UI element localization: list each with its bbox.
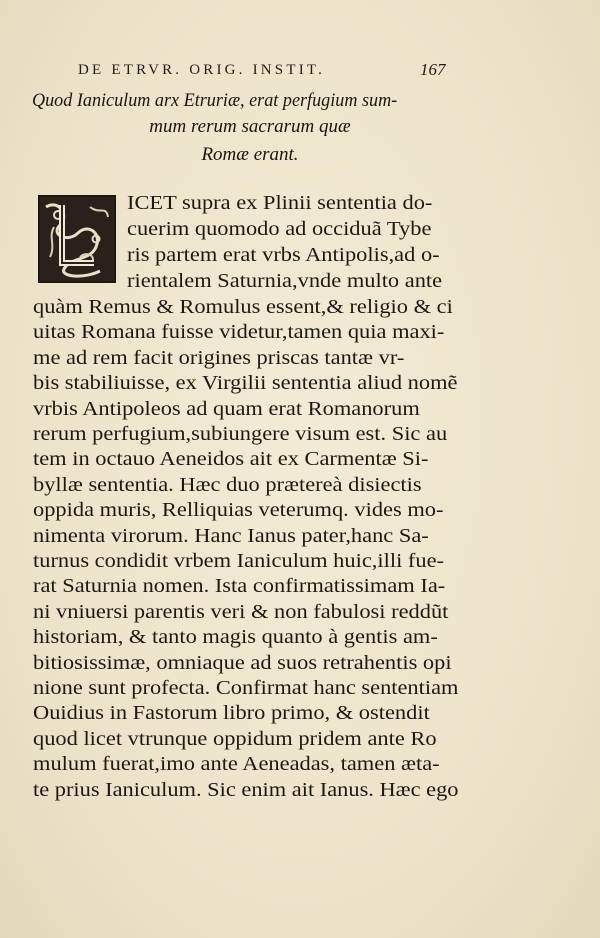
text-line: uitas Romana fuisse videtur,tamen quia maxi- xyxy=(33,322,445,344)
text-line: bitiosissimæ, omniaque ad suos retrahentis opi xyxy=(33,652,452,674)
text-line: ris partem erat vrbs Antipolis,ad o- xyxy=(127,245,440,266)
text-line: historiam, & tanto magis quanto à gentis am- xyxy=(33,627,438,649)
text-line: bis stabiliuisse, ex Virgilii sententia aliud nomẽ xyxy=(33,373,458,395)
text-line: Ouidius in Fastorum libro primo, & ostendit xyxy=(33,703,430,725)
text-line: rerum perfugium,subiungere visum est. Sic au xyxy=(33,424,448,445)
text-line: te prius Ianiculum. Sic enim ait Ianus. Hæc ego xyxy=(33,779,459,801)
text-line: vrbis Antipoleos ad quam erat Romanorum xyxy=(33,398,420,420)
text-line: nimenta virorum. Hanc Ianus pater,hanc Sa- xyxy=(33,525,429,547)
text-line: turnus condidit vrbem Ianiculum huic,illi fue- xyxy=(33,551,445,572)
text-line: ICET supra ex Plinii sententia do- xyxy=(127,193,433,214)
decorated-initial-L xyxy=(38,195,116,283)
text-line: cuerim quomodo ad occiduã Tybe xyxy=(127,219,432,240)
ornamental-initial-icon xyxy=(40,197,114,281)
text-line: me ad rem facit origines priscas tantæ vr- xyxy=(33,347,405,369)
running-head: DE ETRVR. ORIG. INSTIT. xyxy=(78,62,326,78)
text-line: tem in octauo Aeneidos ait ex Carmentæ Si- xyxy=(33,449,429,471)
text-line: ni vniuersi parentis veri & non fabulosi reddũt xyxy=(33,601,449,623)
chapter-heading-line-1: Quod Ianiculum arx Etruriæ, erat perfugium sum- xyxy=(32,90,398,111)
text-line: quod licet vtrunque oppidum pridem ante Ro xyxy=(33,728,437,750)
text-line: byllæ sententia. Hæc duo prætereà disiectis xyxy=(33,474,422,496)
text-line: rientalem Saturnia,vnde multo ante xyxy=(127,271,443,292)
chapter-heading-line-2: mum rerum sacrarum quæ xyxy=(149,116,351,137)
page-number: 167 xyxy=(420,60,446,79)
chapter-heading-line-3: Romæ erant. xyxy=(201,144,299,165)
text-line: nione sunt profecta. Confirmat hanc sententiam xyxy=(33,678,459,699)
text-line: rat Saturnia nomen. Ista confirmatissimam Ia- xyxy=(33,576,446,598)
text-line: oppida muris, Relliquias veterumq. vides mo- xyxy=(33,500,444,522)
text-line: mulum fuerat,imo ante Aeneadas, tamen æta- xyxy=(33,754,440,776)
text-line: quàm Remus & Romulus essent,& religio & ci xyxy=(33,297,453,318)
